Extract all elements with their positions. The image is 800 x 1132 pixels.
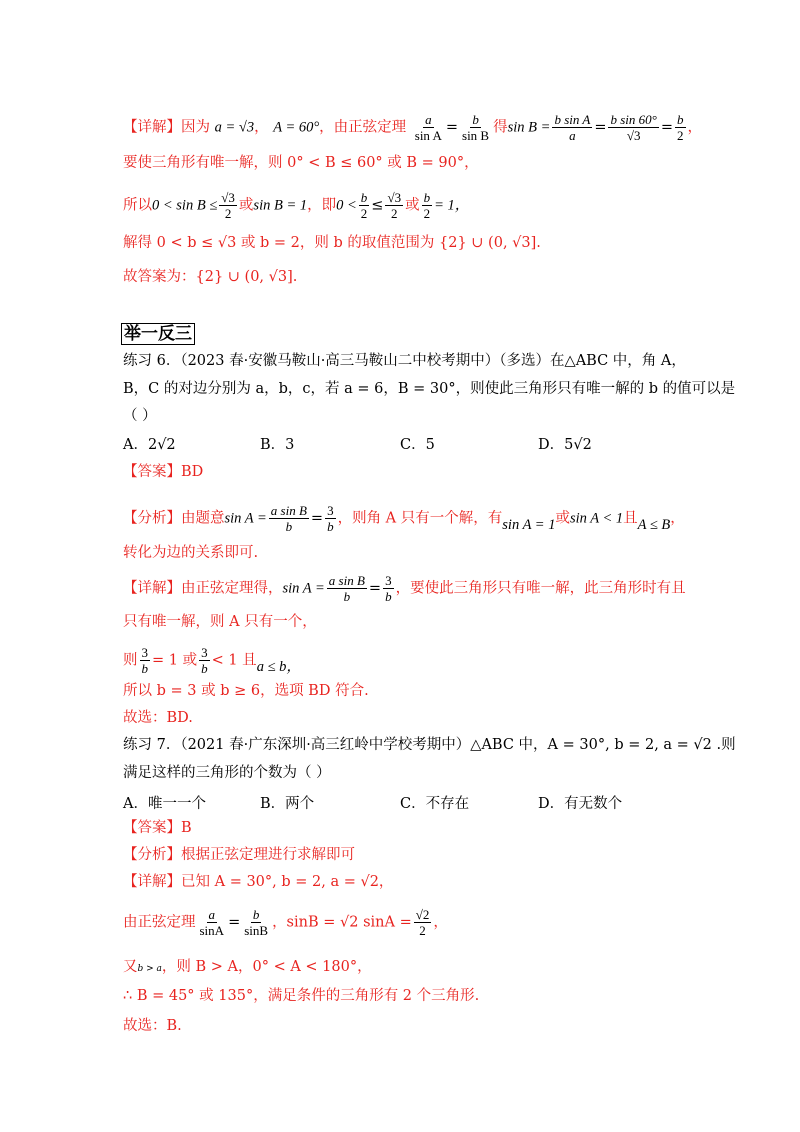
detail-line-4: ∴ B = 45° 或 135°，满足条件的三角形有 2 个三角形. xyxy=(123,988,480,1004)
analysis-line: 【分析】根据正弦定理进行求解即可 xyxy=(123,847,355,863)
solution-line-3: 所以0 < sin B ≤ $\frac{√3}{2}$ 或sin B = 1，即0 < $\frac{b}{2}$ ≤ $\frac{√3}{2}$ 或 $\frac{b}{2}$ = 1， xyxy=(123,190,470,221)
fraction: $\frac{\text{b sin 60°}}{√3}$ xyxy=(610,112,657,143)
fraction: $\frac{b}{2}$ xyxy=(360,190,368,221)
detail-line-2: 只有唯一解，则 A 只有一个， xyxy=(123,614,317,630)
analysis-line-2: 转化为边的关系即可. xyxy=(123,545,259,561)
fraction: $\frac{\text{a sin B}}{b}$ xyxy=(328,573,365,604)
math-expr: = 1， xyxy=(434,197,470,214)
text: ， xyxy=(433,914,448,931)
text: 或 xyxy=(238,197,254,214)
fraction: $\frac{b}{\sin B}$ xyxy=(244,907,269,938)
detail-tag: 【详解】 xyxy=(123,119,181,136)
fraction: $\frac{√3}{2}$ xyxy=(387,190,402,221)
option-a: A．唯一一个 xyxy=(123,796,206,812)
fraction: $\frac{b}{2}$ xyxy=(423,190,431,221)
text: 因为 xyxy=(181,119,210,136)
subscript-condition: b > a xyxy=(137,964,162,974)
option-d: D．有无数个 xyxy=(538,796,623,812)
answer-line: 【答案】B xyxy=(123,820,192,836)
detail-line-3 xyxy=(123,645,301,676)
detail-line-1: 【详解】由正弦定理得，sin A = $\frac{\text{a sin B}}{b}$ = $\frac{3}{b}$ ，要使此三角形只有唯一解，此三角形时有且 xyxy=(123,573,686,604)
fraction: $\frac{a}{\text{sin A}}$ xyxy=(414,112,442,143)
exercise-6-stem-1: 练习 6．（2023 春·安徽马鞍山·高三马鞍山二中校考期中）（多选）在△ABC 中，角 A， xyxy=(123,353,686,369)
text: 或 xyxy=(555,510,570,527)
fraction: $\frac{√3}{2}$ xyxy=(221,190,235,221)
option-d: D．5√2 xyxy=(538,437,592,453)
text: = 1 或 xyxy=(152,652,198,669)
detail-line-1: 【详解】已知 A = 30°, b = 2, a = √2， xyxy=(123,874,394,890)
exercise-7-stem-1: 练习 7．（2021 春·广东深圳·高三红岭中学校考期中）△ABC 中，A = 30°, b = 2, a = √2 .则 xyxy=(123,737,736,753)
math-expr: a = √3 xyxy=(214,119,255,136)
exercise-6-blank: （ ） xyxy=(123,408,157,424)
analysis-tag: 【分析】 xyxy=(123,510,181,527)
math-expr: sin B = xyxy=(507,119,551,136)
detail-line-2: 由正弦定理 $\frac{a}{\sin A}$ = $\frac{b}{\sin B}$ ，sinB = √2 sinA = $\frac{√2}{2}$ ， xyxy=(123,907,448,938)
fraction: $\frac{b}{2}$ xyxy=(677,112,684,143)
final-answer-line: 故答案为：{2} ∪ (0, √3]. xyxy=(123,269,298,285)
math-expr: a ≤ b， xyxy=(256,658,301,675)
fraction: $\frac{b}{\text{sin B}}$ xyxy=(462,112,490,143)
fraction: $\frac{3}{b}$ xyxy=(201,645,208,676)
option-c: C．不存在 xyxy=(400,796,470,812)
fraction: $\frac{3}{b}$ xyxy=(327,503,334,534)
text: 由题意 xyxy=(181,510,225,527)
solution-line-2: 要使三角形有唯一解，则 0° < B ≤ 60° 或 B = 90°， xyxy=(123,155,479,171)
math-expr: sin B = 1 xyxy=(253,197,308,214)
text: 则 xyxy=(123,652,138,669)
fraction: $\frac{a}{\sin A}$ xyxy=(199,907,225,938)
analysis-line-1: 【分析】由题意sin A = $\frac{\text{a sin B}}{b}$ = $\frac{3}{b}$ ，则角 A 只有一个解，有sin A = 1或sin A < 1且A ≤ B， xyxy=(123,503,685,534)
fraction: $\frac{√2}{2}$ xyxy=(415,907,430,938)
math-expr: sin A = xyxy=(224,510,267,527)
text: 或 xyxy=(405,197,420,214)
exercise-6-stem-2: B，C 的对边分别为 a，b，c，若 a = 6，B = 30°，则使此三角形只有唯一解的 b 的值可以是 xyxy=(123,381,736,397)
text: ，则 B > A，0° < A < 180°， xyxy=(161,959,372,975)
text: 由正弦定理得， xyxy=(181,580,283,597)
math-expr: 0 < sin B ≤ xyxy=(152,197,218,214)
detail-tag: 【详解】 xyxy=(123,580,181,597)
fraction: $\frac{\text{b sin A}}{a}$ xyxy=(554,112,591,143)
text: ，由正弦定理 xyxy=(319,119,407,136)
math-expr: A = 60° xyxy=(273,119,320,136)
text: ，即 xyxy=(307,197,337,214)
fraction: $\frac{\text{a sin B}}{b}$ xyxy=(270,503,307,534)
math-expr: A ≤ B xyxy=(637,516,671,533)
math-expr: sin A = xyxy=(282,580,325,597)
option-c: C．5 xyxy=(400,437,435,453)
text: ，sinB = √2 sinA = xyxy=(272,914,412,931)
math-expr: sin A < 1 xyxy=(569,510,624,527)
fraction: $\frac{3}{b}$ xyxy=(141,645,148,676)
math-expr: 0 < xyxy=(336,197,357,214)
text: 由正弦定理 xyxy=(123,914,196,931)
option-b: B．两个 xyxy=(260,796,315,812)
text: 且 xyxy=(623,510,638,527)
text: 得 xyxy=(493,119,508,136)
answer-line: 【答案】BD xyxy=(123,464,204,480)
exercise-7-stem-2: 满足这样的三角形的个数为（ ） xyxy=(123,765,331,781)
text: < 1 且 xyxy=(211,652,257,669)
detail-line-5: 故选：BD. xyxy=(123,710,193,726)
text: ，要使此三角形只有唯一解，此三角形时有且 xyxy=(395,580,686,597)
text: ，则角 A 只有一个解，有 xyxy=(337,510,503,527)
detail-line-4: 所以 b = 3 或 b ≥ 6，选项 BD 符合. xyxy=(123,683,369,699)
text: 又 xyxy=(123,959,138,975)
option-a: A．2√2 xyxy=(123,437,176,453)
math-expr: sin A = 1 xyxy=(502,516,556,533)
detail-line-3 xyxy=(123,957,372,979)
solution-line-4: 解得 0 < b ≤ √3 或 b = 2，则 b 的取值范围为 {2} ∪ (0, √3]. xyxy=(123,235,541,251)
solution-line-1: 【详解】因为 a = √3， A = 60°，由正弦定理 $\frac{a}{\text{sin A}}$ = $\frac{b}{\text{sin B}}$ 得sin B = $\frac{\text{b sin A}}{a}$ = $\frac{\text{b sin 60°}}{√3}$ = $\frac{b}{2}$ ， xyxy=(123,112,703,143)
fraction: $\frac{3}{b}$ xyxy=(385,573,392,604)
detail-line-5: 故选：B. xyxy=(123,1018,182,1034)
option-b: B．3 xyxy=(260,437,295,453)
text: 所以 xyxy=(123,197,152,214)
section-title: 举一反三 xyxy=(121,323,195,345)
